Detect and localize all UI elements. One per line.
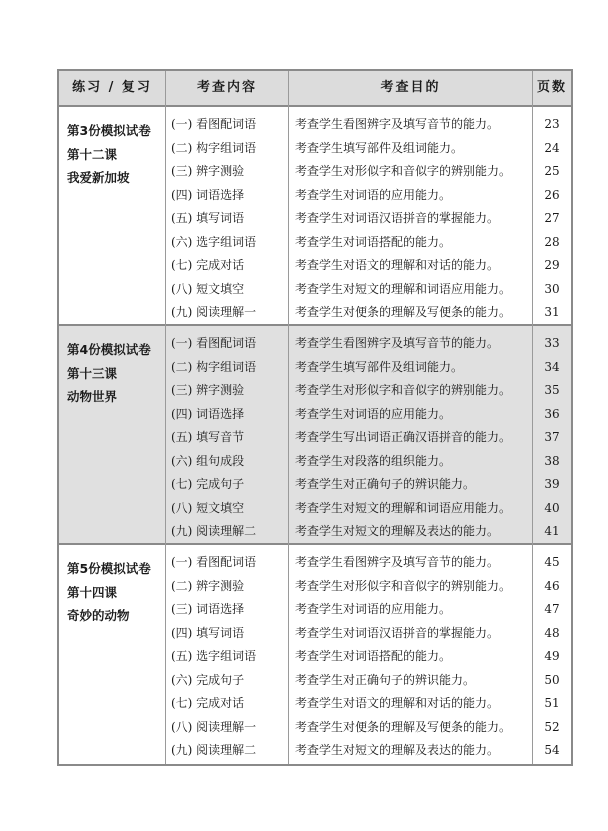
purpose-cell: 考查学生对段落的组织能力。 [295, 453, 452, 468]
purpose-cell: 考查学生写出词语正确汉语拼音的能力。 [295, 430, 512, 444]
content-cell: (七) 完成对话 [171, 258, 245, 272]
purpose-cell: 考查学生对词语的应用能力。 [295, 602, 452, 616]
purpose-cell: 考查学生对正确句子的辨识能力。 [295, 672, 476, 687]
content-cell: (八) 短文填空 [171, 500, 245, 515]
page-cell: 23 [544, 117, 560, 131]
lesson-name: 我爱新加坡 [67, 170, 130, 185]
content-cell: (四) 词语选择 [171, 187, 245, 202]
section-paper-4 [59, 326, 571, 543]
table-row [59, 716, 571, 740]
purpose-cell: 考查学生填写部件及组词能力。 [295, 359, 464, 374]
table-row [59, 332, 571, 356]
row-divider [59, 105, 571, 107]
page-cell: 35 [544, 383, 560, 397]
table-row [59, 137, 571, 161]
purpose-cell: 考查学生对正确句子的辨识能力。 [295, 477, 476, 491]
purpose-cell: 考查学生对短文的理解及表达的能力。 [295, 524, 500, 538]
table-row [59, 645, 571, 669]
content-cell: (二) 构字组词语 [171, 140, 257, 155]
column-divider [165, 71, 166, 764]
content-cell: (三) 辨字测验 [171, 383, 245, 397]
purpose-cell: 考查学生填写部件及组词能力。 [295, 140, 464, 155]
lesson-label: 第十三课 [67, 365, 118, 381]
content-cell: (五) 填写音节 [171, 430, 245, 444]
page-cell: 33 [544, 336, 560, 350]
purpose-cell: 考查学生对词语搭配的能力。 [295, 649, 452, 663]
table-row [59, 739, 571, 763]
lesson-label: 第十四课 [67, 584, 118, 600]
content-cell: (一) 看图配词语 [171, 555, 257, 569]
table-row [59, 622, 571, 646]
content-cell: (五) 填写词语 [171, 211, 245, 225]
page-cell: 51 [544, 696, 560, 710]
table-row [59, 231, 571, 255]
header-content: 考查内容 [196, 80, 257, 95]
page-cell: 25 [544, 164, 560, 178]
content-cell: (五) 选字组词语 [171, 649, 257, 663]
page-cell: 54 [544, 743, 560, 757]
page-cell: 28 [544, 234, 560, 249]
header-page: 页数 [536, 80, 567, 95]
column-divider [532, 71, 533, 764]
content-cell: (三) 辨字测验 [171, 164, 245, 178]
page-cell: 41 [544, 524, 560, 538]
page-cell: 31 [544, 305, 560, 319]
purpose-cell: 考查学生对形似字和音似字的辨别能力。 [295, 383, 512, 397]
content-cell: (八) 阅读理解一 [171, 719, 257, 734]
table-row [59, 403, 571, 427]
purpose-cell: 考查学生对短文的理解和词语应用能力。 [295, 281, 512, 296]
page-cell: 29 [544, 258, 560, 272]
page-cell: 52 [544, 719, 560, 734]
content-cell: (七) 完成句子 [171, 477, 245, 491]
purpose-cell: 考查学生看图辨字及填写音节的能力。 [295, 117, 500, 131]
table-row [59, 426, 571, 450]
purpose-cell: 考查学生看图辨字及填写音节的能力。 [295, 555, 500, 569]
content-cell: (四) 词语选择 [171, 406, 245, 421]
purpose-cell: 考查学生对语文的理解和对话的能力。 [295, 258, 500, 272]
purpose-cell: 考查学生对便条的理解及写便条的能力。 [295, 719, 512, 734]
content-cell: (九) 阅读理解二 [171, 524, 257, 538]
lesson-name: 奇妙的动物 [67, 608, 130, 623]
page-cell: 46 [544, 578, 560, 593]
purpose-cell: 考查学生对词语的应用能力。 [295, 187, 452, 202]
content-cell: (六) 组句成段 [171, 453, 245, 468]
paper-label: 第3份模拟试卷 [67, 123, 151, 138]
purpose-cell: 考查学生对词语的应用能力。 [295, 406, 452, 421]
purpose-cell: 考查学生对短文的理解和词语应用能力。 [295, 500, 512, 515]
purpose-cell: 考查学生对词语汉语拼音的掌握能力。 [295, 625, 500, 640]
table-row [59, 113, 571, 137]
table-row [59, 207, 571, 231]
paper-label: 第5份模拟试卷 [67, 561, 151, 576]
content-cell: (二) 辨字测验 [171, 578, 245, 593]
content-cell: (四) 填写词语 [171, 625, 245, 640]
page-cell: 49 [544, 649, 560, 663]
page-cell: 48 [544, 625, 560, 640]
table-row [59, 379, 571, 403]
content-cell: (三) 词语选择 [171, 602, 245, 616]
page-cell: 27 [544, 211, 560, 225]
page-cell: 40 [544, 500, 560, 515]
content-cell: (一) 看图配词语 [171, 117, 257, 131]
table-row [59, 356, 571, 380]
content-cell: (八) 短文填空 [171, 281, 245, 296]
page-cell: 38 [544, 453, 560, 468]
purpose-cell: 考查学生对词语汉语拼音的掌握能力。 [295, 211, 500, 225]
paper-label: 第4份模拟试卷 [67, 342, 151, 357]
table-row [59, 301, 571, 325]
row-divider [59, 543, 571, 545]
page-cell: 37 [544, 430, 560, 444]
page-cell: 30 [544, 281, 560, 296]
table-row [59, 278, 571, 302]
table-row [59, 254, 571, 278]
purpose-cell: 考查学生对便条的理解及写便条的能力。 [295, 305, 512, 319]
page-cell: 50 [544, 672, 560, 687]
header-practice-review: 练习 / 复习 [72, 80, 152, 95]
purpose-cell: 考查学生对词语搭配的能力。 [295, 234, 452, 249]
page-cell: 34 [544, 359, 560, 374]
lesson-label: 第十二课 [67, 146, 118, 162]
page-cell: 36 [544, 406, 560, 421]
purpose-cell: 考查学生对短文的理解及表达的能力。 [295, 743, 500, 757]
purpose-cell: 考查学生对形似字和音似字的辨别能力。 [295, 164, 512, 178]
page-cell: 47 [544, 602, 560, 616]
page-cell: 45 [544, 555, 560, 569]
lesson-name: 动物世界 [67, 389, 118, 404]
section-paper-5 [59, 545, 571, 764]
content-cell: (六) 选字组词语 [171, 234, 257, 249]
header-purpose: 考查目的 [380, 80, 441, 95]
section-paper-3 [59, 107, 571, 324]
content-cell: (一) 看图配词语 [171, 336, 257, 350]
purpose-cell: 考查学生看图辨字及填写音节的能力。 [295, 336, 500, 350]
page-cell: 24 [544, 140, 560, 155]
contents-table [57, 69, 573, 766]
column-divider [288, 71, 289, 764]
table-row [59, 692, 571, 716]
content-cell: (九) 阅读理解一 [171, 305, 257, 319]
table-row [59, 160, 571, 184]
content-cell: (九) 阅读理解二 [171, 743, 257, 757]
table-row [59, 184, 571, 208]
purpose-cell: 考查学生对形似字和音似字的辨别能力。 [295, 578, 512, 593]
table-row [59, 450, 571, 474]
table-row [59, 598, 571, 622]
table-header [59, 71, 571, 105]
table-row [59, 551, 571, 575]
purpose-cell: 考查学生对语文的理解和对话的能力。 [295, 696, 500, 710]
table-row [59, 473, 571, 497]
page-cell: 26 [544, 187, 560, 202]
page-cell: 39 [544, 477, 560, 491]
table-row [59, 520, 571, 544]
content-cell: (六) 完成句子 [171, 672, 245, 687]
row-divider [59, 324, 571, 326]
table-row [59, 575, 571, 599]
content-cell: (七) 完成对话 [171, 696, 245, 710]
content-cell: (二) 构字组词语 [171, 359, 257, 374]
table-row [59, 669, 571, 693]
table-row [59, 497, 571, 521]
